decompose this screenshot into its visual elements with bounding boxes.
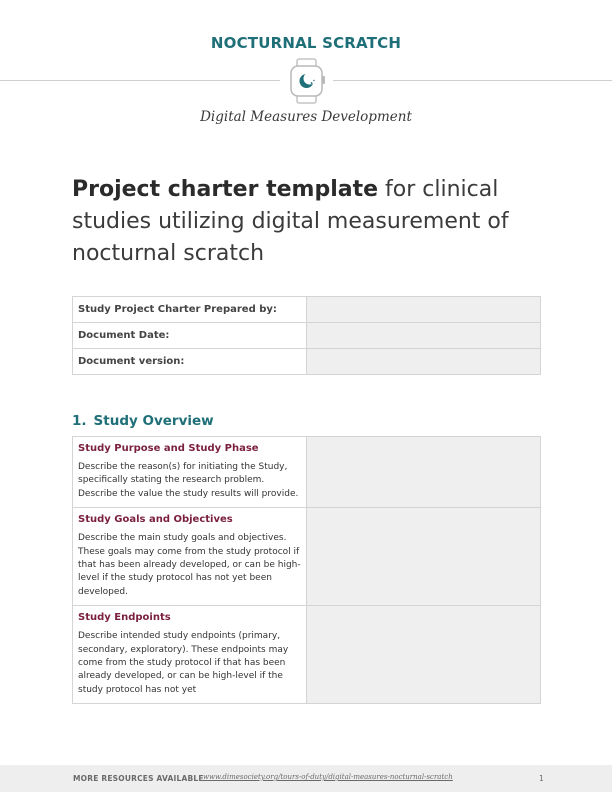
row-value-field[interactable] xyxy=(307,606,541,704)
table-row xyxy=(73,437,541,508)
info-label: Document Date: xyxy=(73,323,307,349)
section-heading xyxy=(72,413,214,429)
subtitle: Digital Measures Development xyxy=(200,109,412,125)
row-description: Describe the reason(s) for initiating the Study, specifically stating the research problem. Describe the value the study results will provide. xyxy=(78,462,299,499)
section-number: 1. xyxy=(72,413,87,429)
section-title: Study Overview xyxy=(93,413,214,429)
row-heading: Study Endpoints xyxy=(78,612,171,624)
row-description-cell xyxy=(73,606,307,704)
info-label: Study Project Charter Prepared by: xyxy=(73,297,307,323)
info-label: Document version: xyxy=(73,349,307,375)
page-number: 1 xyxy=(539,774,544,783)
row-value-field[interactable] xyxy=(307,437,541,508)
resources-link[interactable]: www.dimesociety.org/tours-of-duty/digital-measures-nocturnal-scratch xyxy=(203,773,453,781)
table-row xyxy=(73,349,541,375)
info-value-field[interactable] xyxy=(307,349,541,375)
study-overview-table xyxy=(72,436,541,704)
table-row xyxy=(73,297,541,323)
charter-info-table xyxy=(72,296,541,375)
row-heading: Study Purpose and Study Phase xyxy=(78,443,259,454)
row-description-cell xyxy=(73,437,307,508)
title-bold: Project charter template xyxy=(72,177,379,202)
row-description: Describe the main study goals and objectives. These goals may come from the study protocol if that has been already developed, or can be high-level if the study protocol has not yet been developed. xyxy=(78,533,301,597)
page-footer xyxy=(0,765,612,792)
header-divider-right xyxy=(333,80,612,81)
header-divider-left xyxy=(0,80,280,81)
document-title xyxy=(72,174,552,270)
table-row xyxy=(73,508,541,606)
footer-label: MORE RESOURCES AVAILABLE xyxy=(73,774,204,783)
row-description: Describe intended study endpoints (primary, secondary, exploratory). These endpoints may come from the study protocol if that has been already developed, or can be high-level if the study protocol has not yet xyxy=(78,631,289,695)
row-heading: Study Goals and Objectives xyxy=(78,514,233,526)
row-description-cell xyxy=(73,508,307,606)
info-value-field[interactable] xyxy=(307,323,541,349)
title-rest: for clinical studies utilizing digital measurement of nocturnal scratch xyxy=(72,177,509,266)
brand-name: NOCTURNAL SCRATCH xyxy=(210,34,402,52)
smartwatch-moon-icon xyxy=(284,58,329,104)
row-value-field[interactable] xyxy=(307,508,541,606)
info-value-field[interactable] xyxy=(307,297,541,323)
table-row xyxy=(73,323,541,349)
table-row xyxy=(73,606,541,704)
